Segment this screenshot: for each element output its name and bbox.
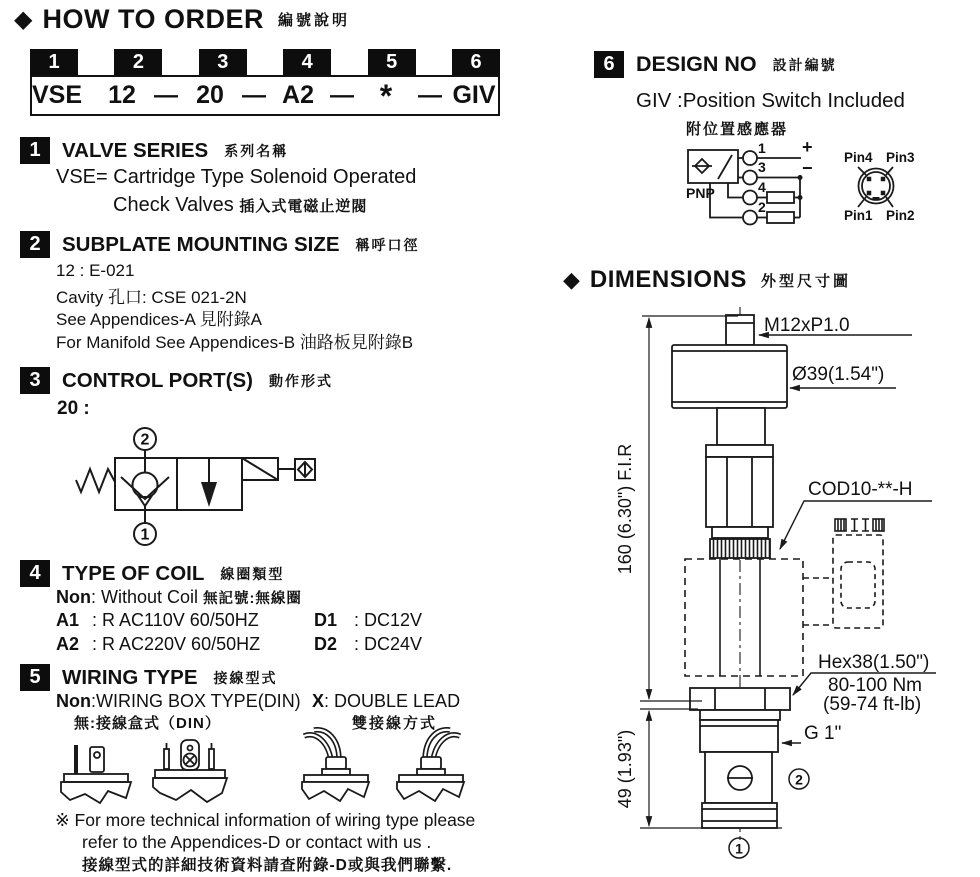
switch-housing: [672, 345, 787, 408]
wiring-options-line: Non:WIRING BOX TYPE(DIN) X: DOUBLE LEAD: [56, 691, 461, 711]
terminal-3-label: 3: [758, 159, 766, 175]
resistor-icon: [767, 192, 794, 203]
subplate-line3: See Appendices-A 見附錄A: [56, 310, 263, 329]
wiring-options-cjk-line: 無:接線盒式（DIN） 雙接線方式: [74, 715, 438, 732]
coil-a2-code: A2: [56, 634, 80, 654]
port-thread-label: G 1": [804, 723, 842, 744]
height-total-label: 160 (6.30") F.I.R: [615, 443, 635, 575]
terminal-2-label: 2: [758, 199, 766, 215]
terminal-1-label: 1: [758, 140, 766, 156]
order-code-value-row: VSE 12 — 20 — A2 — * — GIV: [30, 75, 500, 116]
page-title-text: HOW TO ORDER: [42, 4, 264, 34]
diamond-icon: ◆: [14, 5, 33, 33]
check-ball-icon: [133, 473, 158, 498]
dimensions-title: ◆ DIMENSIONS 外型尺寸圖: [563, 266, 851, 293]
pin-icon: [881, 191, 886, 196]
page-title: [14, 4, 350, 35]
section-5-badge: 5: [20, 664, 50, 691]
coil-d2-code: D2: [314, 634, 338, 654]
g1-thread-section: [700, 720, 778, 752]
section-1-badge: 1: [20, 137, 50, 164]
top-stud: [726, 315, 754, 345]
height-lower-label: 49 (1.93"): [615, 729, 635, 809]
hex-label: Hex38(1.50"): [818, 652, 930, 673]
order-value-wiring: *: [379, 77, 393, 114]
keyway-icon: [873, 197, 880, 201]
hex-tube-nut: [706, 457, 773, 527]
order-code-table: [30, 49, 500, 116]
subplate-line4: For Manifold See Appendices-B 油路板見附錄B: [56, 333, 414, 352]
section-4-header: 4 TYPE OF COIL 線圈類型: [20, 560, 284, 587]
knurled-coil-nut: [710, 539, 770, 558]
pin-icon: [867, 191, 872, 196]
subplate-line1: 12 : E-021: [56, 261, 135, 280]
resistor-icon: [767, 212, 794, 223]
din-connector-dashed-outline: [833, 535, 883, 628]
wiring-note-line1: ※ For more technical information of wiring type please: [55, 810, 476, 830]
spring-icon: [76, 469, 115, 492]
port-1-label: 1: [140, 526, 150, 544]
connector-pinout-diagram: [843, 146, 953, 228]
dim-port-1-label: 1: [735, 840, 743, 857]
double-lead-sketch-1: [291, 727, 381, 815]
coil-d2-desc: : DC24V: [354, 634, 423, 654]
coil-options: [56, 610, 422, 655]
double-lead-sketch-2: [387, 727, 477, 815]
dim-port-2-label: 2: [795, 771, 803, 788]
diameter-label: Ø39(1.54"): [792, 364, 885, 385]
section-2-badge: 2: [20, 231, 50, 258]
valve-series-line1: VSE= Cartridge Type Solenoid Operated: [56, 166, 417, 188]
reference-mark-icon: ※: [55, 810, 70, 830]
order-code-header-row: [30, 49, 500, 75]
minus-label: −: [802, 158, 813, 178]
coil-d1-code: D1: [314, 610, 338, 630]
coil-a2-desc: : R AC220V 60/50HZ: [92, 634, 261, 654]
coil-code-label: COD10-**-H: [808, 479, 913, 500]
pin3-label: Pin3: [886, 150, 915, 165]
pnp-label: PNP: [686, 185, 715, 201]
section-6-badge: 6: [594, 51, 624, 78]
pnp-circuit-diagram: [650, 133, 815, 258]
torque-nm-label: 80-100 Nm: [828, 675, 922, 696]
design-no-line: GIV :Position Switch Included: [636, 89, 905, 112]
coil-non-line: Non: Without Coil 無記號:無線圈: [56, 587, 302, 607]
section-2-header: 2 SUBPLATE MOUNTING SIZE 稱呼口徑: [20, 231, 420, 258]
din-plug-sketch-2: [147, 735, 235, 815]
din-plug-sketch-1: [52, 737, 140, 815]
subplate-line2: Cavity 孔口: CSE 021-2N: [56, 288, 247, 307]
coil-a1-code: A1: [56, 610, 80, 630]
terminal-4-label: 4: [758, 179, 766, 195]
order-value-size: 12: [108, 81, 136, 109]
page-title-cjk: 編號說明: [277, 12, 350, 29]
plus-label: +: [802, 137, 813, 157]
design-no-cjk: 附位置感應器: [686, 121, 789, 138]
order-pos-5: 5: [368, 49, 416, 75]
order-value-coil: A2: [282, 81, 315, 109]
pin4-label: Pin4: [844, 150, 873, 165]
order-value-series: VSE: [32, 81, 83, 109]
pin-icon: [867, 177, 872, 182]
section-5-header: 5 WIRING TYPE 接線型式: [20, 664, 278, 691]
section-1-header: 1 VALVE SERIES 系列名稱: [20, 137, 288, 164]
flow-arrow-icon: [201, 482, 217, 507]
port-2-label: 2: [140, 431, 150, 449]
torque-ft-label: (59-74 ft-lb): [823, 694, 922, 715]
section-6-header: 6 DESIGN NO 設計編號: [594, 51, 837, 78]
wiring-note-line3: 接線型式的詳細技術資料請查附錄-D或與我們聯繫.: [82, 857, 453, 874]
thread-top-label: M12xP1.0: [764, 315, 850, 336]
pin2-label: Pin2: [886, 208, 915, 223]
order-value-ports: 20: [196, 81, 224, 109]
hex38-nut: [690, 688, 790, 710]
coil-a1-desc: : R AC110V 60/50HZ: [92, 610, 259, 630]
order-pos-2: 2: [114, 49, 162, 75]
control-port-code: 20 :: [57, 398, 90, 419]
order-pos-6: 6: [452, 49, 500, 75]
diamond-icon: ◆: [563, 267, 580, 292]
valve-dimension-drawing: [580, 295, 980, 877]
valve-symbol-drawing: [75, 425, 325, 550]
cartridge-nose: [702, 803, 777, 828]
section-4-badge: 4: [20, 560, 50, 587]
section-3-header: 3 CONTROL PORT(S) 動作形式: [20, 367, 333, 394]
order-value-design: GIV: [452, 81, 496, 109]
section-3-badge: 3: [20, 367, 50, 394]
valve-series-line2: Check Valves 插入式電磁止逆閥: [113, 194, 368, 216]
pin-icon: [881, 177, 886, 182]
order-pos-3: 3: [199, 49, 247, 75]
pin1-label: Pin1: [844, 208, 873, 223]
order-pos-4: 4: [283, 49, 331, 75]
upper-shaft: [717, 408, 765, 445]
wiring-note-line2: refer to the Appendices-D or contact with us .: [82, 832, 432, 852]
coil-d1-desc: : DC12V: [354, 610, 423, 630]
coil-dashed-outline: [685, 559, 803, 676]
order-pos-1: 1: [30, 49, 78, 75]
